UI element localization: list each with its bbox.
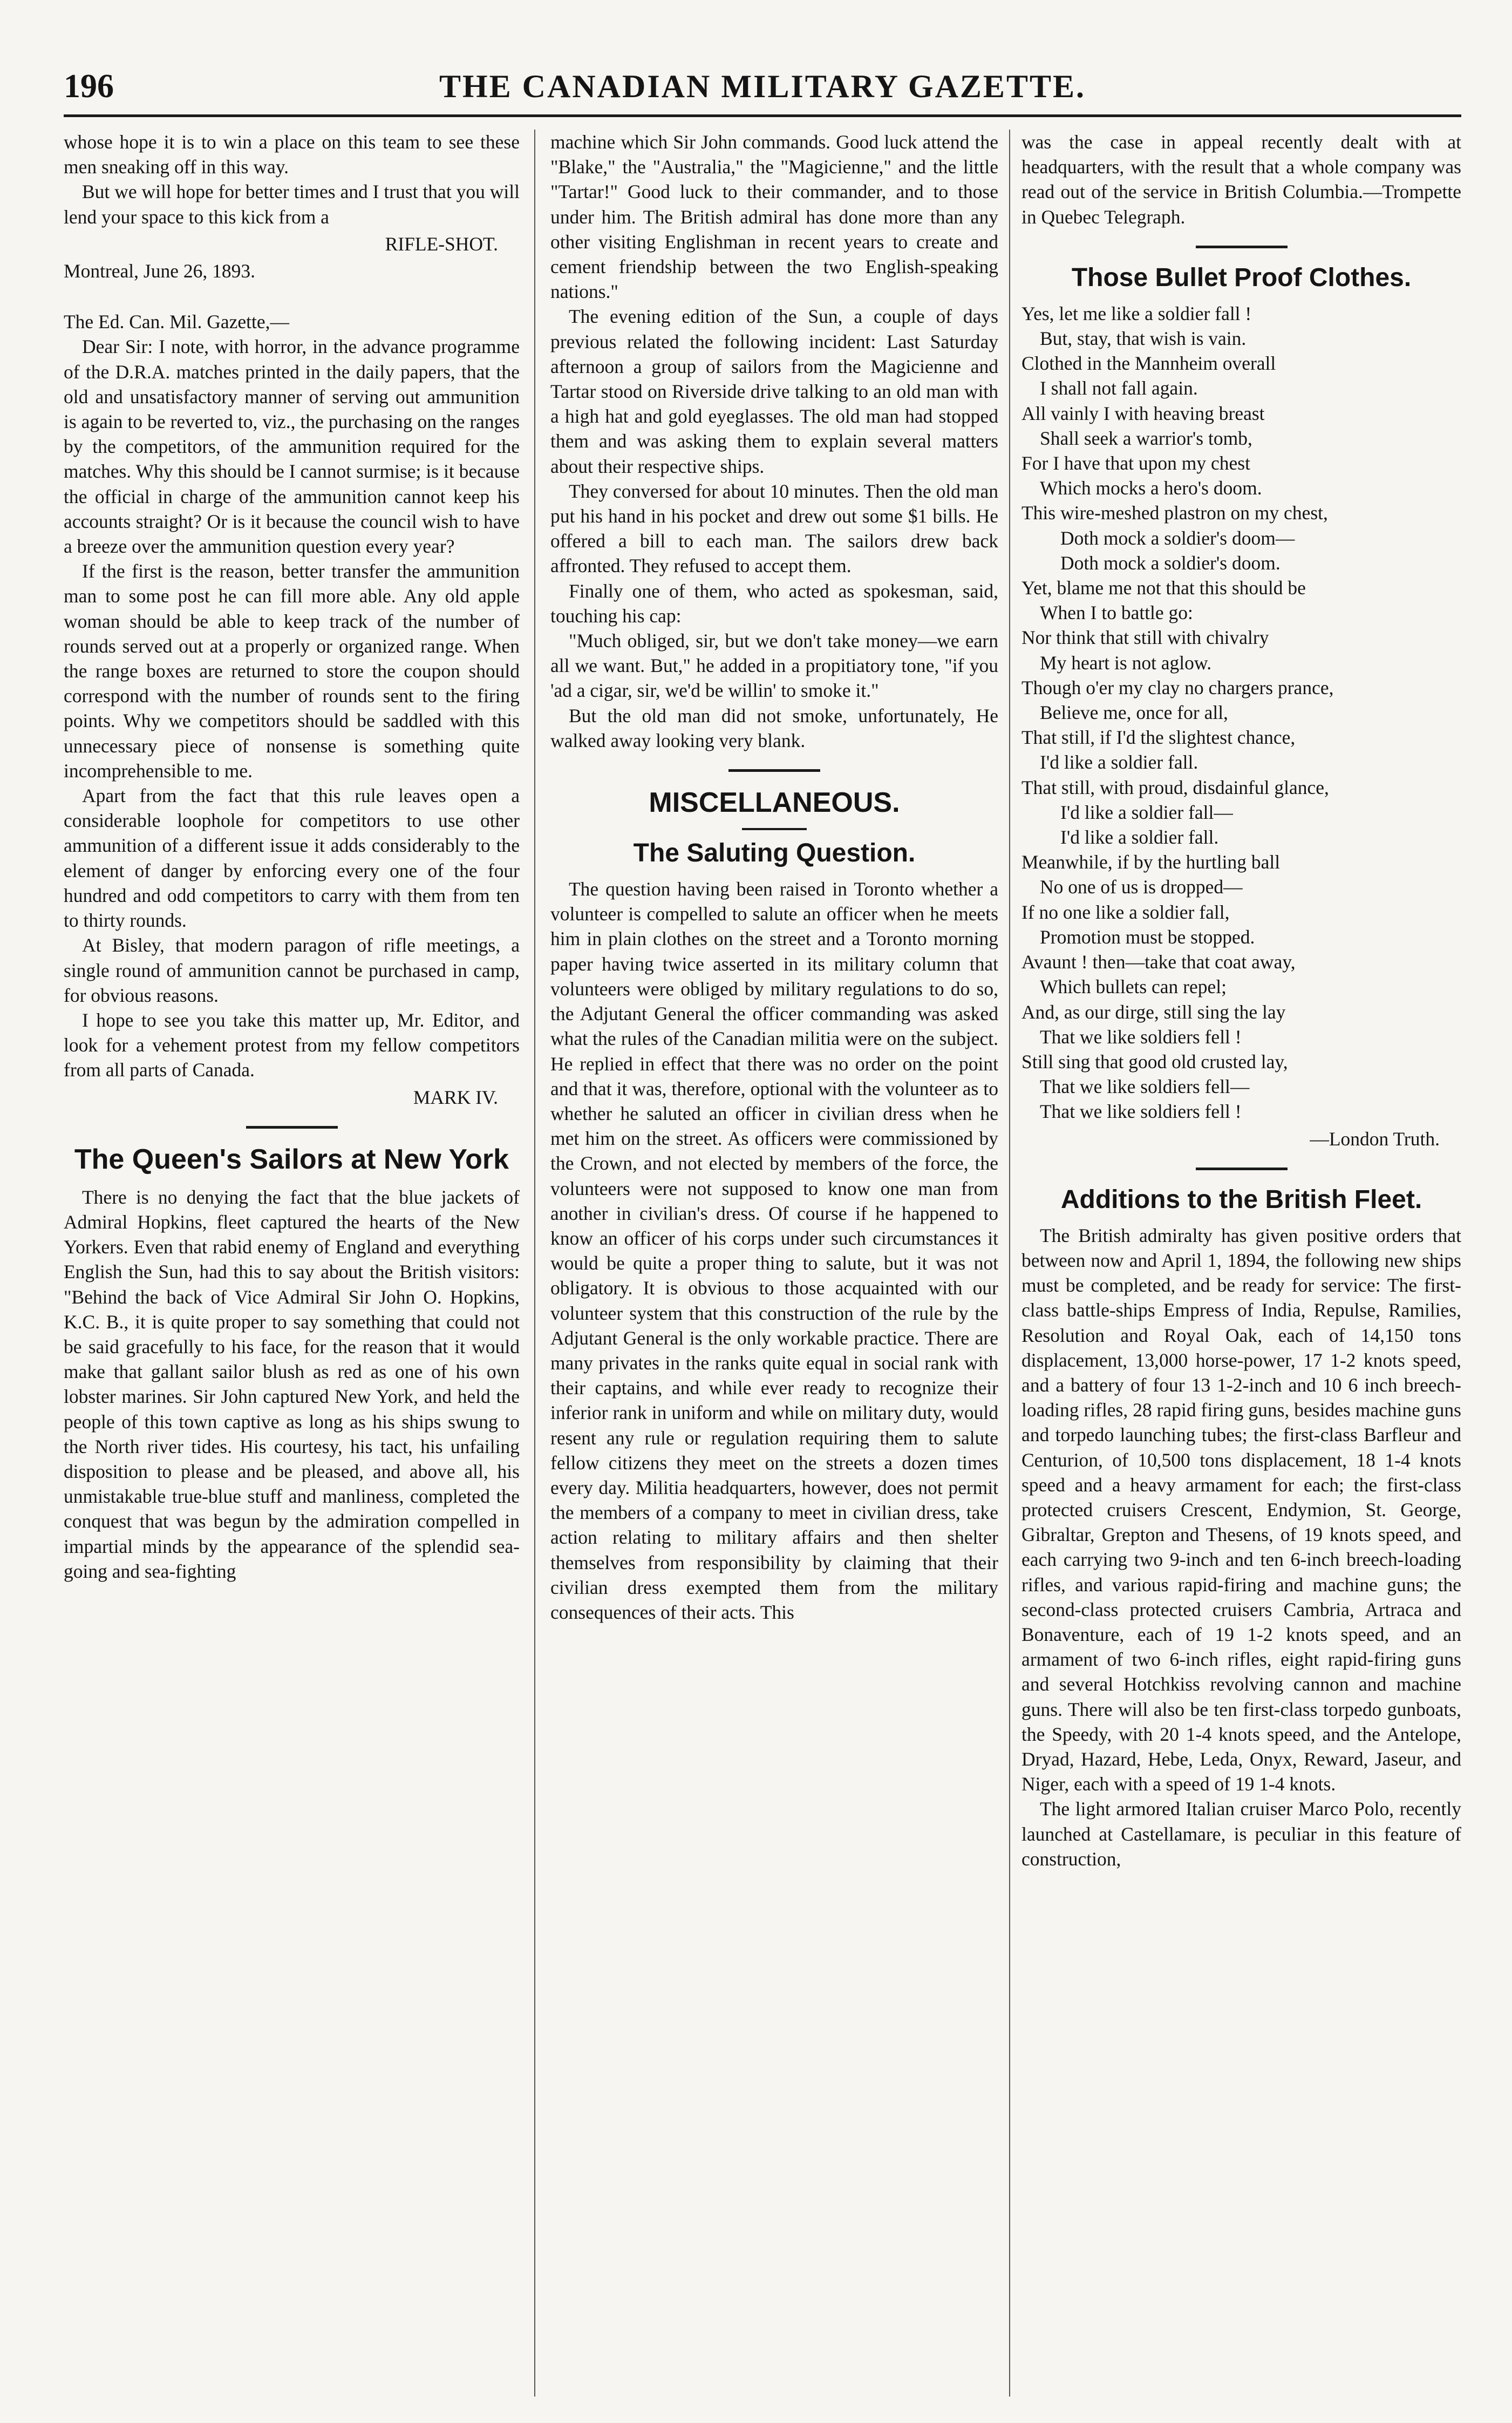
section-rule [742, 828, 807, 830]
poem-line: That we like soldiers fell— [1040, 1076, 1250, 1098]
poem-line: If no one like a soldier fall, [1021, 901, 1230, 923]
paragraph: They conversed for about 10 minutes. Then the old man put his hand in his pocket and drew out some $1 bills. He offered a bill to each man. The sailors drew back affronted. They refused to accept them. [550, 480, 998, 577]
paragraph: At Bisley, that modern paragon of rifle meetings, a single round of ammunition cannot be purchased in camp, for obvious reasons. [64, 934, 520, 1006]
salutation: The Ed. Can. Mil. Gazette,— [64, 311, 289, 333]
paragraph: There is no denying the fact that the blue jackets of Admiral Hopkins, fleet captured the hearts of the New Yorkers. Even that rabid enemy of England and everything English the Sun, had this to say about the British visitors: "Behind the back of Vice Admiral Sir John O. Hopkins, K.C. B., it is quite proper to say something that could not be said gracefully to his face, for the reason that it would make that gallant sailor blush as red as one of his own lobster marines. Sir John captured New York, and held the people of this town captive as long as his ships swung to the North river tides. His courtesy, his tact, his unfailing disposition to please and be pleased, and above all, his unmistakable true-blue stuff and manliness, completed the conquest that was begun by the admiration compelled in impartial minds by the appearance of the splendid sea-going and sea-fighting [64, 1186, 520, 1582]
poem-line: Nor think that still with chivalry [1021, 627, 1269, 649]
poem-line: Which bullets can repel; [1040, 976, 1227, 998]
poem-line: Shall seek a warrior's tomb, [1040, 427, 1252, 449]
header-rule [64, 114, 1461, 117]
column-divider [534, 130, 535, 2397]
article-heading: Those Bullet Proof Clothes. [1071, 263, 1412, 292]
poem-line: Though o'er my clay no chargers prance, [1021, 676, 1334, 698]
paragraph: But the old man did not smoke, unfortunately, He walked away looking very blank. [550, 704, 998, 751]
poem-line: I shall not fall again. [1040, 377, 1198, 399]
poem-source: —London Truth. [1310, 1128, 1440, 1150]
dateline: Montreal, June 26, 1893. [64, 260, 255, 282]
poem-line: Doth mock a soldier's doom. [1060, 552, 1281, 574]
poem-line: Meanwhile, if by the hurtling ball [1021, 851, 1281, 873]
column-1 [64, 130, 520, 1584]
poem-line: Clothed in the Mannheim overall [1021, 352, 1276, 375]
paragraph: Apart from the fact that this rule leaves open a considerable loophole for competitors to use other ammunition of a different issue it adds considerably to the element of danger by enforcing every one of the four hundred and odd competitors to carry with them from ten to thirty rounds. [64, 785, 520, 932]
poem-line: But, stay, that wish is vain. [1040, 328, 1247, 350]
poem-line: For I have that upon my chest [1021, 452, 1250, 474]
paragraph: The evening edition of the Sun, a couple of days previous related the following incident: Last Saturday afternoon a group of sailors from the Magicienne and Tartar stood on Riverside drive talking to an old man with a high hat and gold eyeglasses. The old man had stopped them and was asking them to explain several matters about their respective ships. [550, 306, 998, 477]
paragraph: was the case in appeal recently dealt with at headquarters, with the result that a whole company was read out of the service in British Columbia.—Trompette in Quebec Telegraph. [1021, 131, 1461, 228]
section-heading: MISCELLANEOUS. [649, 787, 900, 819]
paragraph: If the first is the reason, better transfer the ammunition man to some post he can fill more able. Any old apple woman should be able to keep track of the number of rounds served out at a properly or organized range. When the range boxes are returned to store the coupon should correspond with the number of rounds sent to the firing points. Why we competitors should be saddled with this unnecessary piece of nonsense is something quite incomprehensible to me. [64, 560, 520, 782]
poem-line: That still, if I'd the slightest chance, [1021, 727, 1296, 749]
poem-line: My heart is not aglow. [1040, 651, 1212, 674]
article-heading: Additions to the British Fleet. [1060, 1185, 1422, 1214]
section-rule [1196, 1168, 1288, 1170]
poem-line: When I to battle go: [1040, 602, 1193, 624]
poem-line: I'd like a soldier fall— [1060, 801, 1233, 823]
article-heading: The Saluting Question. [633, 839, 916, 868]
paragraph: The light armored Italian cruiser Marco Polo, recently launched at Castellamare, is peculiar in this feature of construction, [1021, 1798, 1461, 1870]
poem [1021, 301, 1461, 1124]
poem-line: I'd like a soldier fall. [1060, 826, 1219, 849]
paragraph: machine which Sir John commands. Good luck attend the "Blake," the "Australia," the "Magicienne," and the little "Tartar!" Good luck to their commander, and to those under him. The British admiral has done more than any other visiting Englishman in recent years to create and cement friendship between the two English-speaking nations." [550, 131, 998, 303]
signature: RIFLE-SHOT. [385, 233, 498, 255]
poem-line: Believe me, once for all, [1040, 702, 1228, 724]
poem-line: Doth mock a soldier's doom— [1060, 527, 1295, 549]
poem-line: Yet, blame me not that this should be [1021, 577, 1306, 599]
page-number: 196 [64, 68, 114, 105]
poem-line: All vainly I with heaving breast [1021, 402, 1265, 424]
paragraph: "Much obliged, sir, but we don't take money—we earn all we want. But," he added in a propitiatory tone, "if you 'ad a cigar, sir, we'd be willin' to smoke it." [550, 630, 998, 702]
paragraph: Finally one of them, who acted as spokesman, said, touching his cap: [550, 580, 998, 627]
poem-line: That we like soldiers fell ! [1040, 1101, 1242, 1123]
poem-line: That we like soldiers fell ! [1040, 1026, 1242, 1048]
section-rule [246, 1126, 338, 1129]
paragraph: The question having been raised in Toronto whether a volunteer is compelled to salute an officer when he meets him in plain clothes on the street and a Toronto morning paper having twice asserted in its military column that volunteers were obliged by military regulations to do so, the Adjutant General the officer commanding was asked what the rules of the Canadian militia were on the subject. He replied in effect that there was no order on the point and that it was, therefore, optional with the volunteer as to whether he saluted an officer in civilian dress when he met him on the street. As officers were commissioned by the Crown, and not elected by members of the force, the volunteers were not supposed to know one man from another in civilian's dress. Of course if he happened to know an officer of his corps under such circumstances it would be quite a proper thing to salute, but it was not obligatory. It is obvious to those acquainted with our volunteer system that this construction of the rule by the Adjutant General is the only workable practice. There are many privates in the ranks quite equal in social rank with their captains, and while ever ready to recognize their inferior rank in uniform and while on military duty, would resent any rule or regulation requiring them to salute fellow citizens they meet on the streets a dozen times every day. Militia headquarters, however, does not permit the members of a company to meet in civilian dress, take action relating to military affairs and then shelter themselves from responsibility by claiming that their civilian dress exempted them from the military consequences of their acts. This [550, 878, 998, 1623]
page-header [64, 64, 1461, 109]
column-divider [1009, 130, 1010, 2397]
poem-line: Promotion must be stopped. [1040, 926, 1255, 948]
column-3 [1021, 130, 1461, 1871]
poem-line: Still sing that good old crusted lay, [1021, 1050, 1288, 1073]
section-rule [728, 769, 820, 772]
poem-line: Which mocks a hero's doom. [1040, 477, 1262, 499]
poem-line: Avaunt ! then—take that coat away, [1021, 951, 1296, 973]
paragraph: But we will hope for better times and I trust that you will lend your space to this kick from a [64, 181, 520, 228]
poem-line: Yes, let me like a soldier fall ! [1021, 302, 1252, 324]
paragraph: The British admiralty has given positive orders that between now and April 1, 1894, the following new ships must be completed, and be ready for service: The first-class battle-ships Empress of India, Repulse, Ramilies, Resolution and Royal Oak, each of 14,150 tons displacement, 13,000 horse-power, 17 1-2 knots speed, and a battery of four 13 1-2-inch and 10 6 inch breech-loading rifles, 28 rapid firing guns, besides machine guns and torpedo launching tubes; the first-class Barfleur and Centurion, of 10,500 tons displacement, 18 1-4 knots speed and a heavy armament for each; the first-class protected cruisers Crescent, Endymion, St. George, Gibraltar, Grepton and Thesens, of 19 knots speed, and each carrying two 9-inch and ten 6-inch breech-loading rifles, and various rapid-firing and machine guns; the second-class protected cruisers Cambria, Artraca and Bonaventure, each of 19 1-2 knots speed, and an armament of two 6-inch rifles, eight rapid-firing guns and several Hotchkiss revolving cannon and machine guns. There will also be ten first-class torpedo gunboats, the Speedy, with 20 1-4 knots speed, and the Antelope, Dryad, Hazard, Hebe, Leda, Onyx, Reward, Jaseur, and Niger, each with a speed of 19 1-4 knots. [1021, 1224, 1461, 1795]
poem-line: This wire-meshed plastron on my chest, [1021, 502, 1328, 524]
poem-line: I'd like a soldier fall. [1040, 751, 1198, 773]
paragraph: Dear Sir: I note, with horror, in the advance programme of the D.R.A. matches printed in the daily papers, that the old and unsatisfactory manner of serving out ammunition is again to be reverted to, viz., the purchasing on the ranges by the competitors, of the ammunition required for the matches. Why this should be I cannot surmise; is it because the official in charge of the ammunition cannot keep his accounts straight? Or is it because the council wish to have a breeze over the ammunition question every year? [64, 336, 520, 558]
paragraph: whose hope it is to win a place on this team to see these men sneaking off in this way. [64, 131, 520, 178]
paragraph: I hope to see you take this matter up, Mr. Editor, and look for a vehement protest from my fellow competitors from all parts of Canada. [64, 1009, 520, 1081]
masthead-title: THE CANADIAN MILITARY GAZETTE. [439, 69, 1086, 104]
poem-line: And, as our dirge, still sing the lay [1021, 1001, 1286, 1023]
section-rule [1196, 246, 1288, 248]
poem-line: No one of us is dropped— [1040, 876, 1243, 898]
signature: MARK IV. [413, 1086, 498, 1108]
column-2 [550, 130, 998, 1625]
spacer [64, 283, 520, 309]
article-heading: The Queen's Sailors at New York [74, 1143, 509, 1175]
poem-line: That still, with proud, disdainful glance, [1021, 776, 1329, 798]
